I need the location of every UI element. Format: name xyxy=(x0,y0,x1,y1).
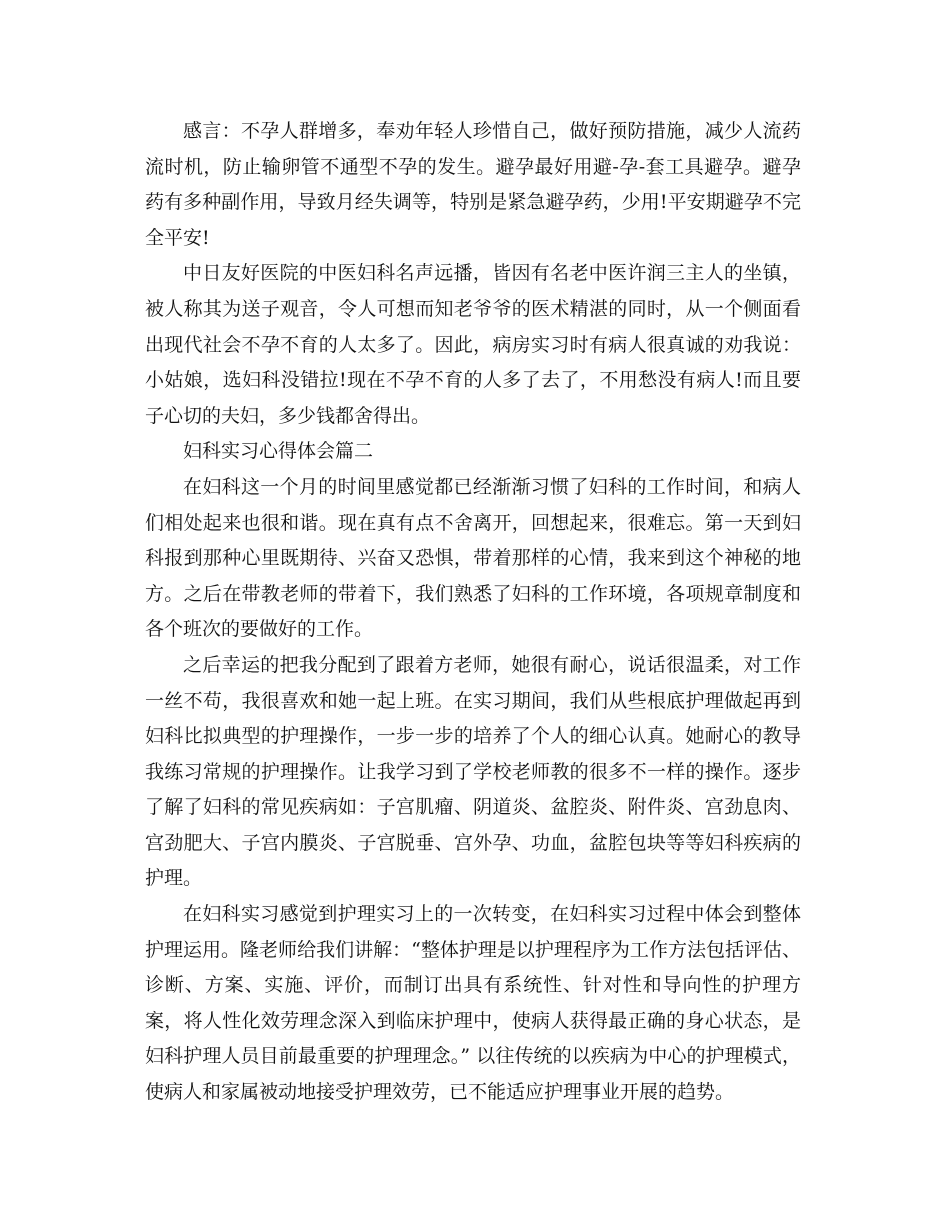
document-body xyxy=(145,114,801,1111)
paragraph-teacher: 之后幸运的把我分配到了跟着方老师，她很有耐心，说话很温柔，对工作一丝不苟，我很喜欢和她一起上班。在实习期间，我们从些根底护理做起再到妇科比拟典型的护理操作，一步一步的培养了个人的细心认真。她耐心的教导我练习常规的护理操作。让我学习到了学校老师教的很多不一样的操作。逐步了解了妇科的常见疾病如：子宫肌瘤、阴道炎、盆腔炎、附件炎、宫劲息肉、宫劲肥大、子宫内膜炎、子宫脱垂、宫外孕、功血，盆腔包块等等妇科疾病的护理。 xyxy=(145,653,801,890)
section-heading: 妇科实习心得体会篇二 xyxy=(183,440,374,463)
paragraph-holistic-care: 在妇科实习感觉到护理实习上的一次转变，在妇科实习过程中体会到整体护理运用。隆老师给我们讲解：“整体护理是以护理程序为工作方法包括评估、诊断、方案、实施、评价，而制订出具有系统性、针对性和导向性的护理方案，将人性化效劳理念深入到临床护理中，使病人获得最正确的身心状态，是妇科护理人员目前最重要的护理理念。” 以往传统的以疾病为中心的护理模式，使病人和家属被动地接受护理效劳，已不能适应护理事业开展的趋势。 xyxy=(145,903,801,1104)
paragraph-first-month: 在妇科这一个月的时间里感觉都已经渐渐习惯了妇科的工作时间，和病人们相处起来也很和谐。现在真有点不舍离开，回想起来，很难忘。第一天到妇科报到那种心里既期待、兴奋又恐惧，带着那样的心情，我来到这个神秘的地方。之后在带教老师的带着下，我们熟悉了妇科的工作环境，各项规章制度和各个班次的要做好的工作。 xyxy=(145,475,801,641)
paragraph-reflection: 感言：不孕人群增多，奉劝年轻人珍惜自己，做好预防措施，减少人流药流时机，防止输卵管不通型不孕的发生。避孕最好用避-孕-套工具避孕。避孕药有多种副作用，导致月经失调等，特别是紧急避孕药，少用!平安期避孕不完全平安! xyxy=(145,120,801,249)
paragraph-hospital: 中日友好医院的中医妇科名声远播，皆因有名老中医许润三主人的坐镇，被人称其为送子观音，令人可想而知老爷爷的医术精湛的同时，从一个侧面看出现代社会不孕不育的人太多了。因此，病房实习时有病人很真诚的劝我说：小姑娘，选妇科没错拉!现在不孕不育的人多了去了，不用愁没有病人!而且要子心切的夫妇，多少钱都舍得出。 xyxy=(145,262,801,427)
